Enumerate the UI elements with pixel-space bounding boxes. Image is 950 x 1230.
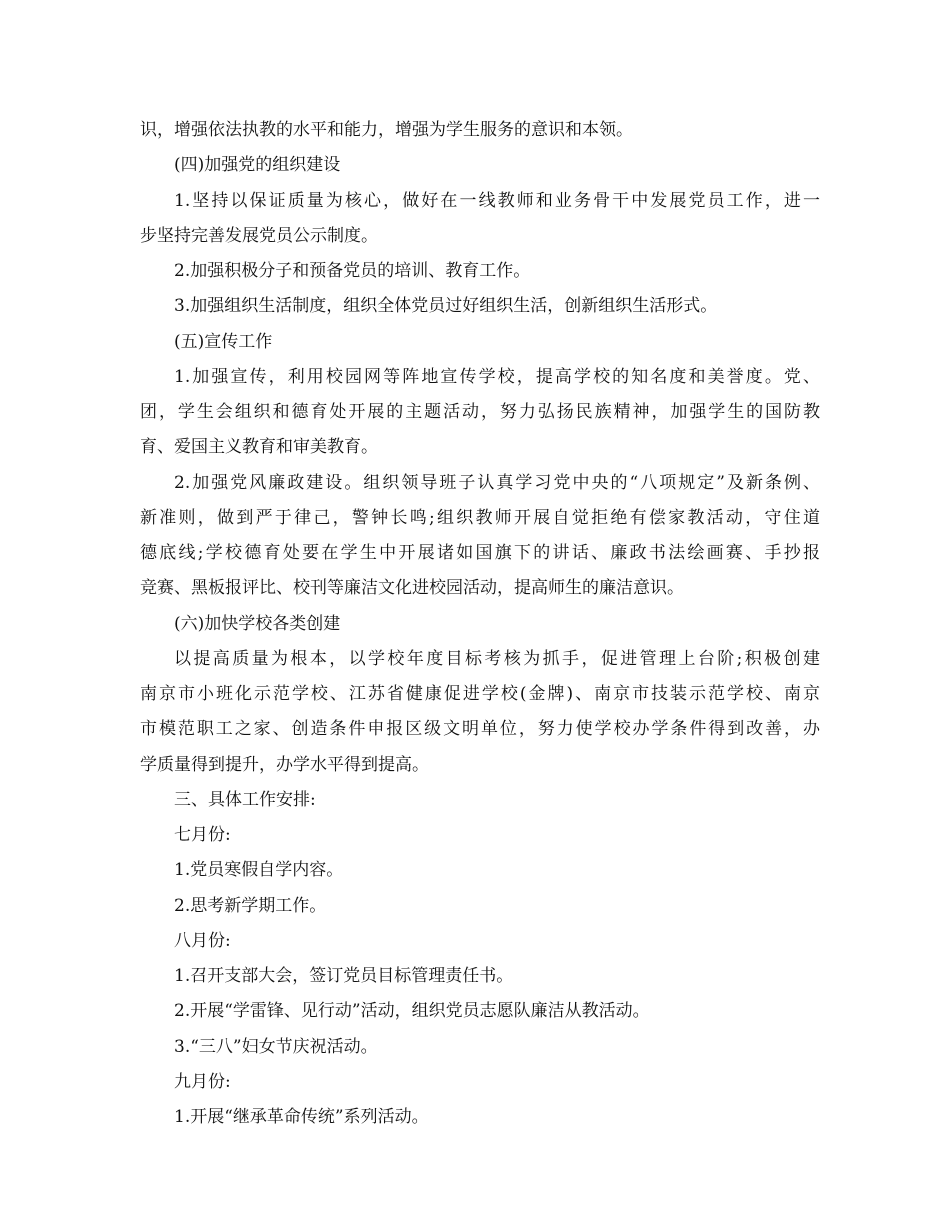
text-line: 三、具体工作安排: [174,789,316,810]
text-line: (四)加强党的组织建设 [174,155,341,176]
text-line: 1.加强宣传，利用校园网等阵地宣传学校，提高学校的知名度和美誉度。党、 [174,366,820,387]
text-line: 南京市小班化示范学校、江苏省健康促进学校(金牌)、南京市技装示范学校、南京 [140,684,820,704]
text-line: 九月份: [174,1071,231,1092]
text-line: 团，学生会组织和德育处开展的主题活动，努力弘扬民族精神，加强学生的国防教 [140,402,820,422]
text-line: 市模范职工之家、创造条件申报区级文明单位，努力使学校办学条件得到改善，办 [140,719,820,740]
text-line: 1.开展“继承革命传统”系列活动。 [174,1107,429,1127]
text-line: 新准则，做到严于律己，警钟长鸣;组织教师开展自觉拒绝有偿家教活动，守住道 [140,507,820,528]
text-line: 识，增强依法执教的水平和能力，增强为学生服务的意识和本领。 [140,120,633,140]
document-body [140,113,820,1135]
text-line: 2.加强党风廉政建设。组织领导班子认真学习党中央的“八项规定”及新条例、 [174,472,820,493]
text-line: 1.召开支部大会，签订党员目标管理责任书。 [174,966,514,986]
text-line: 学质量得到提升，办学水平得到提高。 [140,754,429,775]
text-line: 德底线;学校德育处要在学生中开展诸如国旗下的讲话、廉政书法绘画赛、手抄报 [140,543,820,563]
text-line: 竞赛、黑板报评比、校刊等廉洁文化进校园活动，提高师生的廉洁意识。 [140,578,684,599]
text-line: (五)宣传工作 [174,331,273,352]
text-line: (六)加快学校各类创建 [174,613,341,634]
text-line: 步坚持完善发展党员公示制度。 [140,225,378,246]
text-line: 2.思考新学期工作。 [174,895,327,916]
text-line: 1.党员寒假自学内容。 [174,860,344,881]
text-line: 以提高质量为根本，以学校年度目标考核为抓手，促进管理上台阶;积极创建 [174,648,820,669]
text-line: 育、爱国主义教育和审美教育。 [140,437,378,458]
text-line: 八月份: [174,930,231,951]
text-line: 七月份: [174,825,231,845]
text-line: 3.加强组织生活制度，组织全体党员过好组织生活，创新组织生活形式。 [174,296,718,317]
text-line: 1.坚持以保证质量为核心，做好在一线教师和业务骨干中发展党员工作，进一 [174,190,820,211]
text-line: 3.“三八”妇女节庆祝活动。 [174,1036,378,1057]
text-line: 2.开展“学雷锋、见行动”活动，组织党员志愿队廉洁从教活动。 [174,1001,650,1022]
text-line: 2.加强积极分子和预备党员的培训、教育工作。 [174,261,531,281]
